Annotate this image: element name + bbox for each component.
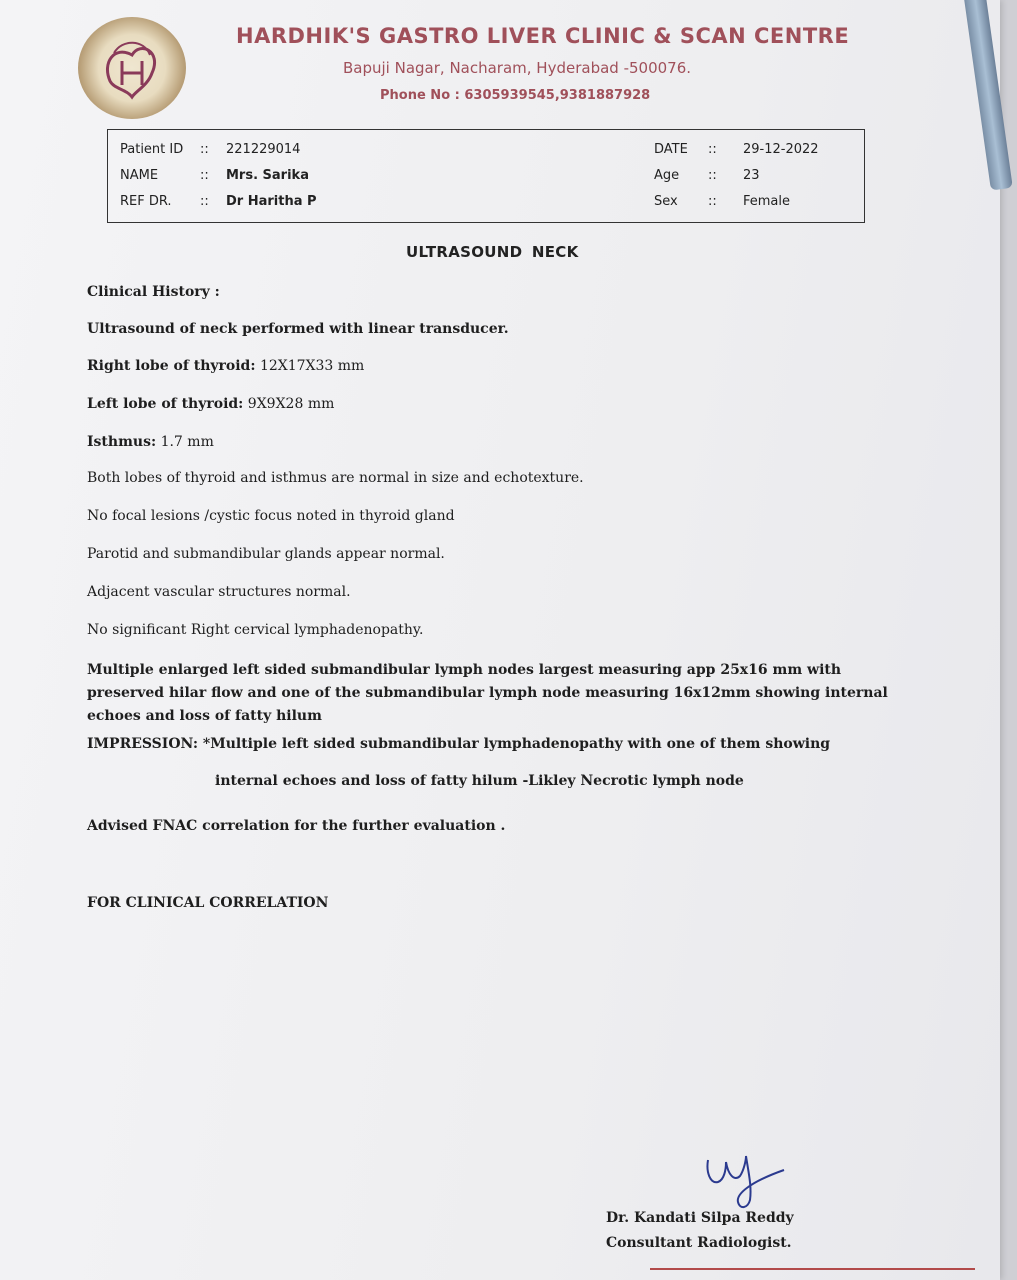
patient-id-label: Patient ID bbox=[120, 142, 184, 157]
left-lobe-value: 9X9X28 mm bbox=[243, 396, 335, 412]
age-label: Age bbox=[654, 168, 680, 183]
patient-name-value: Mrs. Sarika bbox=[226, 168, 309, 183]
patient-name-label: NAME bbox=[120, 168, 159, 183]
separator: :: bbox=[708, 194, 717, 209]
isthmus-line bbox=[87, 434, 214, 450]
sex-label: Sex bbox=[654, 194, 678, 209]
right-lobe-value: 12X17X33 mm bbox=[255, 358, 365, 374]
clinic-name: HARDHIK'S GASTRO LIVER CLINIC & SCAN CENTRE bbox=[236, 24, 850, 48]
finding-no-focal-lesions: No focal lesions /cystic focus noted in thyroid gland bbox=[87, 508, 455, 524]
signatory-name: Dr. Kandati Silpa Reddy bbox=[606, 1210, 794, 1226]
patient-details-box bbox=[107, 129, 865, 223]
finding-left-lymph-nodes: Multiple enlarged left sided submandibular lymph nodes largest measuring app 25x16 mm with preserved hilar flow and one of the submandibular lymph node measuring 16x12mm showing internal echoes and loss of fatty hilum bbox=[87, 662, 888, 724]
clinic-logo bbox=[78, 17, 186, 119]
technique-line: Ultrasound of neck performed with linear transducer. bbox=[87, 321, 509, 337]
left-lobe-line bbox=[87, 396, 334, 412]
clinical-history-heading: Clinical History : bbox=[87, 284, 220, 300]
separator: :: bbox=[200, 168, 209, 183]
clinic-phone: Phone No : 6305939545,9381887928 bbox=[380, 88, 651, 103]
date-value: 29-12-2022 bbox=[743, 142, 819, 157]
ref-doctor-label: REF DR. bbox=[120, 194, 172, 209]
separator: :: bbox=[708, 142, 717, 157]
footer-divider bbox=[650, 1268, 975, 1270]
clinic-address: Bapuji Nagar, Nacharam, Hyderabad -500076. bbox=[343, 59, 692, 77]
right-lobe-label: Right lobe of thyroid: bbox=[87, 358, 256, 374]
impression-line-2: internal echoes and loss of fatty hilum -Likley Necrotic lymph node bbox=[215, 773, 744, 789]
finding-glands-normal: Parotid and submandibular glands appear normal. bbox=[87, 546, 445, 562]
separator: :: bbox=[200, 142, 209, 157]
signatory-title: Consultant Radiologist. bbox=[606, 1235, 792, 1251]
separator: :: bbox=[200, 194, 209, 209]
isthmus-value: 1.7 mm bbox=[156, 434, 214, 450]
sex-value: Female bbox=[743, 194, 791, 209]
report-title: ULTRASOUND NECK bbox=[406, 243, 579, 261]
date-label: DATE bbox=[654, 142, 688, 157]
finding-vascular-normal: Adjacent vascular structures normal. bbox=[87, 584, 351, 600]
handwritten-signature bbox=[700, 1152, 790, 1212]
finding-no-right-lymphadenopathy: No significant Right cervical lymphadenopathy. bbox=[87, 622, 424, 638]
impression-line-1: IMPRESSION: *Multiple left sided submandibular lymphadenopathy with one of them showing bbox=[87, 736, 831, 752]
finding-thyroid-normal: Both lobes of thyroid and isthmus are normal in size and echotexture. bbox=[87, 470, 584, 486]
right-lobe-line bbox=[87, 358, 364, 374]
isthmus-label: Isthmus: bbox=[87, 434, 157, 450]
ref-doctor-value: Dr Haritha P bbox=[226, 194, 317, 209]
patient-id-value: 221229014 bbox=[226, 142, 301, 157]
advice-line: Advised FNAC correlation for the further evaluation . bbox=[87, 818, 506, 834]
clinic-logo-icon bbox=[92, 33, 172, 103]
left-lobe-label: Left lobe of thyroid: bbox=[87, 396, 244, 412]
separator: :: bbox=[708, 168, 717, 183]
closing-line: FOR CLINICAL CORRELATION bbox=[87, 895, 329, 911]
age-value: 23 bbox=[743, 168, 760, 183]
